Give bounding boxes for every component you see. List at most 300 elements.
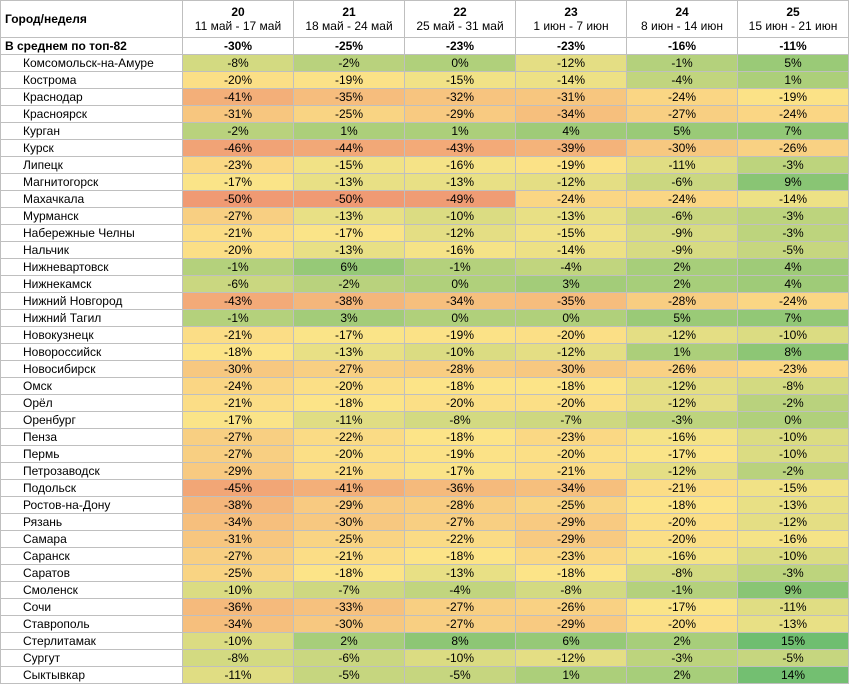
table-row	[1, 225, 849, 242]
table-row	[1, 395, 849, 412]
change-value-cell: -24%	[627, 89, 738, 106]
change-value-cell: -25%	[294, 531, 405, 548]
change-value-cell: -16%	[738, 531, 849, 548]
table-row	[1, 667, 849, 684]
change-value-cell: -12%	[516, 344, 627, 361]
week-header	[405, 1, 516, 38]
change-value-cell: -20%	[516, 395, 627, 412]
change-value-cell: -6%	[627, 208, 738, 225]
average-value: -11%	[738, 38, 849, 55]
week-number: 23	[564, 5, 578, 19]
average-value: -23%	[405, 38, 516, 55]
change-value-cell: -20%	[627, 514, 738, 531]
change-value-cell: -27%	[183, 446, 294, 463]
change-value-cell: -13%	[294, 242, 405, 259]
city-name: Саранск	[1, 548, 183, 565]
table-row	[1, 378, 849, 395]
change-value-cell: -18%	[183, 344, 294, 361]
change-value-cell: -8%	[405, 412, 516, 429]
change-value-cell: -41%	[183, 89, 294, 106]
change-value-cell: -20%	[405, 395, 516, 412]
change-value-cell: -33%	[294, 599, 405, 616]
change-value-cell: -43%	[405, 140, 516, 157]
change-value-cell: -10%	[405, 650, 516, 667]
change-value-cell: -36%	[183, 599, 294, 616]
change-value-cell: -25%	[183, 565, 294, 582]
change-value-cell: -3%	[627, 650, 738, 667]
city-name: Нижневартовск	[1, 259, 183, 276]
change-value-cell: -30%	[516, 361, 627, 378]
change-value-cell: -17%	[627, 599, 738, 616]
table-header	[1, 1, 849, 38]
table-row	[1, 310, 849, 327]
change-value-cell: -13%	[738, 497, 849, 514]
week-range: 18 май - 24 май	[305, 19, 393, 33]
change-value-cell: -20%	[627, 616, 738, 633]
table-row	[1, 293, 849, 310]
change-value-cell: -27%	[405, 599, 516, 616]
change-value-cell: -16%	[405, 157, 516, 174]
average-value: -30%	[183, 38, 294, 55]
change-value-cell: -3%	[627, 412, 738, 429]
change-value-cell: -17%	[405, 463, 516, 480]
change-value-cell: -26%	[627, 361, 738, 378]
change-value-cell: -19%	[405, 446, 516, 463]
change-value-cell: -2%	[294, 55, 405, 72]
table-row	[1, 123, 849, 140]
change-value-cell: -3%	[738, 565, 849, 582]
change-value-cell: -34%	[183, 616, 294, 633]
change-value-cell: -12%	[627, 395, 738, 412]
change-value-cell: -20%	[183, 242, 294, 259]
change-value-cell: 3%	[516, 276, 627, 293]
change-value-cell: 15%	[738, 633, 849, 650]
change-value-cell: -14%	[516, 242, 627, 259]
change-value-cell: -35%	[294, 89, 405, 106]
change-value-cell: -29%	[516, 514, 627, 531]
change-value-cell: -20%	[627, 531, 738, 548]
change-value-cell: -22%	[405, 531, 516, 548]
week-header	[516, 1, 627, 38]
change-value-cell: -31%	[183, 531, 294, 548]
change-value-cell: -34%	[183, 514, 294, 531]
corner-label: Город/неделя	[1, 1, 183, 38]
change-value-cell: 1%	[405, 123, 516, 140]
change-value-cell: 2%	[294, 633, 405, 650]
change-value-cell: -18%	[294, 395, 405, 412]
table-row	[1, 531, 849, 548]
city-name: Махачкала	[1, 191, 183, 208]
average-row	[1, 38, 849, 55]
change-value-cell: 1%	[516, 667, 627, 684]
change-value-cell: -5%	[294, 667, 405, 684]
week-range: 11 май - 17 май	[194, 19, 282, 33]
city-name: Кострома	[1, 72, 183, 89]
change-value-cell: -12%	[627, 378, 738, 395]
change-value-cell: -49%	[405, 191, 516, 208]
table-row	[1, 599, 849, 616]
change-value-cell: -27%	[183, 208, 294, 225]
table-row	[1, 480, 849, 497]
change-value-cell: -28%	[405, 361, 516, 378]
table-row	[1, 344, 849, 361]
week-number: 21	[342, 5, 356, 19]
week-number: 22	[453, 5, 467, 19]
change-value-cell: -19%	[516, 157, 627, 174]
change-value-cell: -30%	[183, 361, 294, 378]
city-name: Пермь	[1, 446, 183, 463]
change-value-cell: -21%	[516, 463, 627, 480]
change-value-cell: -8%	[516, 582, 627, 599]
change-value-cell: -18%	[516, 565, 627, 582]
change-value-cell: -4%	[516, 259, 627, 276]
change-value-cell: -13%	[405, 565, 516, 582]
city-name: Саратов	[1, 565, 183, 582]
change-value-cell: -5%	[738, 650, 849, 667]
city-name: Орёл	[1, 395, 183, 412]
change-value-cell: -4%	[627, 72, 738, 89]
average-value: -25%	[294, 38, 405, 55]
week-range: 25 май - 31 май	[416, 19, 504, 33]
change-value-cell: -12%	[516, 174, 627, 191]
city-name: Набережные Челны	[1, 225, 183, 242]
change-value-cell: -38%	[183, 497, 294, 514]
city-name: Сочи	[1, 599, 183, 616]
table-row	[1, 650, 849, 667]
change-value-cell: 4%	[738, 276, 849, 293]
change-value-cell: -21%	[627, 480, 738, 497]
change-value-cell: -23%	[516, 429, 627, 446]
change-value-cell: 4%	[738, 259, 849, 276]
change-value-cell: 4%	[516, 123, 627, 140]
change-value-cell: -15%	[516, 225, 627, 242]
change-value-cell: -6%	[183, 276, 294, 293]
change-value-cell: -24%	[738, 106, 849, 123]
change-value-cell: -15%	[294, 157, 405, 174]
change-value-cell: -43%	[183, 293, 294, 310]
table-row	[1, 276, 849, 293]
change-value-cell: 0%	[738, 412, 849, 429]
change-value-cell: -27%	[183, 548, 294, 565]
change-value-cell: 5%	[627, 310, 738, 327]
change-value-cell: -13%	[405, 174, 516, 191]
change-value-cell: -1%	[405, 259, 516, 276]
change-value-cell: -20%	[294, 446, 405, 463]
change-value-cell: -34%	[516, 106, 627, 123]
city-name: Красноярск	[1, 106, 183, 123]
change-value-cell: -19%	[294, 72, 405, 89]
change-value-cell: -8%	[183, 650, 294, 667]
city-name: Новороссийск	[1, 344, 183, 361]
table-row	[1, 446, 849, 463]
city-name: Самара	[1, 531, 183, 548]
change-value-cell: -11%	[738, 599, 849, 616]
change-value-cell: -50%	[294, 191, 405, 208]
week-header	[738, 1, 849, 38]
change-value-cell: 0%	[405, 276, 516, 293]
change-value-cell: -10%	[183, 582, 294, 599]
change-value-cell: -17%	[183, 174, 294, 191]
change-value-cell: 8%	[405, 633, 516, 650]
change-value-cell: -20%	[516, 446, 627, 463]
table-row	[1, 412, 849, 429]
change-value-cell: -13%	[294, 208, 405, 225]
change-value-cell: -18%	[405, 378, 516, 395]
table-row	[1, 582, 849, 599]
change-value-cell: -3%	[738, 157, 849, 174]
city-name: Комсомольск-на-Амуре	[1, 55, 183, 72]
change-value-cell: -11%	[294, 412, 405, 429]
table-row	[1, 514, 849, 531]
change-value-cell: 6%	[294, 259, 405, 276]
change-value-cell: -10%	[183, 633, 294, 650]
change-value-cell: -19%	[405, 327, 516, 344]
change-value-cell: -17%	[627, 446, 738, 463]
change-value-cell: -10%	[738, 446, 849, 463]
table-row	[1, 157, 849, 174]
change-value-cell: 9%	[738, 174, 849, 191]
city-name: Магнитогорск	[1, 174, 183, 191]
change-value-cell: -45%	[183, 480, 294, 497]
week-number: 25	[786, 5, 800, 19]
change-value-cell: -21%	[183, 327, 294, 344]
change-value-cell: -18%	[627, 497, 738, 514]
change-value-cell: -22%	[294, 429, 405, 446]
change-value-cell: 0%	[405, 55, 516, 72]
change-value-cell: -9%	[627, 225, 738, 242]
change-value-cell: -21%	[183, 395, 294, 412]
change-value-cell: -28%	[627, 293, 738, 310]
change-value-cell: -16%	[627, 548, 738, 565]
week-header	[183, 1, 294, 38]
header-row	[1, 1, 849, 38]
change-value-cell: -15%	[405, 72, 516, 89]
change-value-cell: -10%	[738, 429, 849, 446]
city-name: Курган	[1, 123, 183, 140]
city-name: Петрозаводск	[1, 463, 183, 480]
change-value-cell: 7%	[738, 123, 849, 140]
change-value-cell: -19%	[738, 89, 849, 106]
city-name: Пенза	[1, 429, 183, 446]
change-value-cell: -31%	[516, 89, 627, 106]
change-value-cell: 1%	[738, 72, 849, 89]
change-value-cell: -13%	[294, 174, 405, 191]
change-value-cell: -35%	[516, 293, 627, 310]
table-row	[1, 140, 849, 157]
week-range: 8 июн - 14 июн	[640, 19, 723, 33]
week-number: 24	[675, 5, 689, 19]
change-value-cell: -20%	[294, 378, 405, 395]
change-value-cell: -2%	[738, 463, 849, 480]
table-row	[1, 174, 849, 191]
change-value-cell: -10%	[738, 548, 849, 565]
change-value-cell: -1%	[183, 259, 294, 276]
change-value-cell: 1%	[294, 123, 405, 140]
city-name: Сыктывкар	[1, 667, 183, 684]
change-value-cell: -38%	[294, 293, 405, 310]
change-value-cell: -8%	[738, 378, 849, 395]
change-value-cell: -34%	[405, 293, 516, 310]
change-value-cell: -6%	[294, 650, 405, 667]
change-value-cell: -50%	[183, 191, 294, 208]
change-value-cell: -15%	[738, 480, 849, 497]
change-value-cell: -13%	[294, 344, 405, 361]
change-value-cell: -17%	[294, 327, 405, 344]
change-value-cell: -26%	[516, 599, 627, 616]
week-header	[627, 1, 738, 38]
change-value-cell: -8%	[183, 55, 294, 72]
change-value-cell: 2%	[627, 276, 738, 293]
table-row	[1, 106, 849, 123]
change-value-cell: -2%	[183, 123, 294, 140]
change-value-cell: -20%	[516, 327, 627, 344]
table-row	[1, 429, 849, 446]
city-name: Стерлитамак	[1, 633, 183, 650]
change-value-cell: -29%	[516, 616, 627, 633]
change-value-cell: 1%	[627, 344, 738, 361]
table-row	[1, 463, 849, 480]
change-value-cell: -30%	[294, 514, 405, 531]
average-value: -16%	[627, 38, 738, 55]
city-name: Подольск	[1, 480, 183, 497]
change-value-cell: -10%	[405, 344, 516, 361]
city-name: Нижнекамск	[1, 276, 183, 293]
change-value-cell: 6%	[516, 633, 627, 650]
change-value-cell: -4%	[405, 582, 516, 599]
change-value-cell: 2%	[627, 259, 738, 276]
change-value-cell: -26%	[738, 140, 849, 157]
table-row	[1, 565, 849, 582]
average-label: В среднем по топ-82	[1, 38, 183, 55]
change-value-cell: -10%	[738, 327, 849, 344]
change-value-cell: 0%	[405, 310, 516, 327]
change-value-cell: -5%	[405, 667, 516, 684]
change-value-cell: -18%	[405, 548, 516, 565]
change-value-cell: -29%	[516, 531, 627, 548]
city-name: Краснодар	[1, 89, 183, 106]
change-value-cell: -24%	[516, 191, 627, 208]
average-value: -23%	[516, 38, 627, 55]
change-value-cell: -1%	[627, 582, 738, 599]
city-name: Смоленск	[1, 582, 183, 599]
change-value-cell: -21%	[294, 463, 405, 480]
change-value-cell: -29%	[183, 463, 294, 480]
city-name: Липецк	[1, 157, 183, 174]
change-value-cell: -29%	[405, 106, 516, 123]
change-value-cell: -25%	[516, 497, 627, 514]
change-value-cell: -24%	[738, 293, 849, 310]
change-value-cell: -9%	[627, 242, 738, 259]
table-row	[1, 327, 849, 344]
table-row	[1, 89, 849, 106]
change-value-cell: -23%	[183, 157, 294, 174]
change-value-cell: -46%	[183, 140, 294, 157]
change-value-cell: -32%	[405, 89, 516, 106]
table-row	[1, 633, 849, 650]
change-value-cell: -12%	[627, 463, 738, 480]
change-value-cell: -11%	[183, 667, 294, 684]
city-name: Мурманск	[1, 208, 183, 225]
change-value-cell: -12%	[516, 650, 627, 667]
change-value-cell: -41%	[294, 480, 405, 497]
change-value-cell: -1%	[183, 310, 294, 327]
change-value-cell: -13%	[516, 208, 627, 225]
change-value-cell: 14%	[738, 667, 849, 684]
table-row	[1, 497, 849, 514]
table-row	[1, 548, 849, 565]
change-value-cell: -8%	[627, 565, 738, 582]
change-value-cell: 3%	[294, 310, 405, 327]
change-value-cell: -7%	[294, 582, 405, 599]
change-value-cell: 2%	[627, 667, 738, 684]
city-name: Нижний Новгород	[1, 293, 183, 310]
city-name: Нальчик	[1, 242, 183, 259]
change-value-cell: -3%	[738, 225, 849, 242]
change-value-cell: -34%	[516, 480, 627, 497]
change-value-cell: -24%	[183, 378, 294, 395]
week-header	[294, 1, 405, 38]
change-value-cell: -14%	[516, 72, 627, 89]
change-value-cell: -18%	[405, 429, 516, 446]
city-name: Омск	[1, 378, 183, 395]
table-row	[1, 361, 849, 378]
city-name: Ростов-на-Дону	[1, 497, 183, 514]
change-value-cell: -36%	[405, 480, 516, 497]
change-value-cell: 5%	[738, 55, 849, 72]
change-value-cell: -20%	[183, 72, 294, 89]
week-range: 1 июн - 7 июн	[533, 19, 609, 33]
change-value-cell: -27%	[405, 514, 516, 531]
city-name: Рязань	[1, 514, 183, 531]
city-name: Сургут	[1, 650, 183, 667]
change-value-cell: -30%	[627, 140, 738, 157]
change-value-cell: -5%	[738, 242, 849, 259]
change-value-cell: -14%	[738, 191, 849, 208]
change-value-cell: -16%	[627, 429, 738, 446]
week-number: 20	[231, 5, 245, 19]
city-name: Нижний Тагил	[1, 310, 183, 327]
change-value-cell: -29%	[294, 497, 405, 514]
change-value-cell: -27%	[627, 106, 738, 123]
change-value-cell: -6%	[627, 174, 738, 191]
change-value-cell: -28%	[405, 497, 516, 514]
change-value-cell: -18%	[294, 565, 405, 582]
change-value-cell: -25%	[294, 106, 405, 123]
change-value-cell: -27%	[405, 616, 516, 633]
change-value-cell: -12%	[516, 55, 627, 72]
table-row	[1, 616, 849, 633]
change-value-cell: -18%	[516, 378, 627, 395]
change-value-cell: -12%	[627, 327, 738, 344]
city-name: Новокузнецк	[1, 327, 183, 344]
change-value-cell: 2%	[627, 633, 738, 650]
change-value-cell: -12%	[738, 514, 849, 531]
change-value-cell: -16%	[405, 242, 516, 259]
city-name: Курск	[1, 140, 183, 157]
change-value-cell: -39%	[516, 140, 627, 157]
change-value-cell: -44%	[294, 140, 405, 157]
change-value-cell: 8%	[738, 344, 849, 361]
change-value-cell: -17%	[294, 225, 405, 242]
week-range: 15 июн - 21 июн	[748, 19, 838, 33]
change-value-cell: -27%	[294, 361, 405, 378]
table-row	[1, 55, 849, 72]
change-value-cell: -23%	[738, 361, 849, 378]
change-value-cell: -30%	[294, 616, 405, 633]
change-value-cell: 0%	[516, 310, 627, 327]
city-name: Оренбург	[1, 412, 183, 429]
change-value-cell: -17%	[183, 412, 294, 429]
